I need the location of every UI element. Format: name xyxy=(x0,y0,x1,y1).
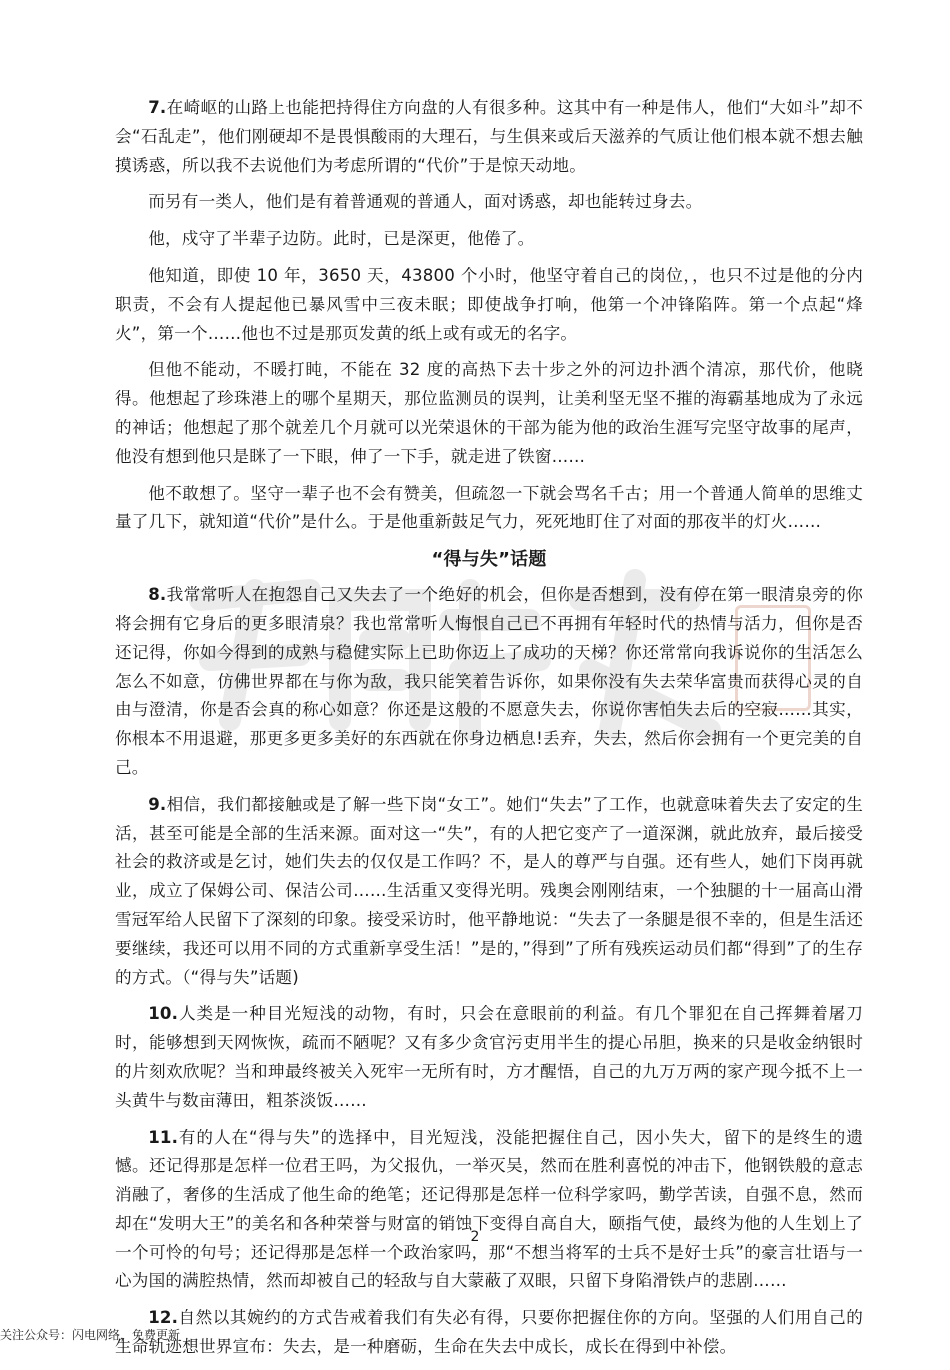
paragraph-text: 在崎岖的山路上也能把持得住方向盘的人有很多种。这其中有一种是伟人，他们“大如斗”却不会“石乱走”，他们刚硬却不是畏惧酸雨的大理石，与生俱来或后天滋养的气质让他们根本就不想去触摸诱惑，所以我不去说他们为考虑所谓的“代价”于是惊天动地。 xyxy=(115,98,863,175)
paragraph-number: 8. xyxy=(148,585,167,605)
paragraph xyxy=(115,225,863,254)
paragraph xyxy=(115,188,863,217)
paragraph-number: 11. xyxy=(148,1127,179,1147)
paragraph xyxy=(115,94,863,180)
paragraph-text: 自然以其婉约的方式告戒着我们有失必有得，只要你把握住你的方向。坚强的人们用自己的生命轨迹想世界宣布：失去，是一种磨砺，生命在失去中成长，成长在得到中补偿。 xyxy=(115,1308,863,1357)
paragraph-text: 我常常听人在抱怨自己又失去了一个绝好的机会，但你是否想到，没有停在第一眼清泉旁的你将会拥有它身后的更多眼清泉？我也常常听人悔恨自己已不再拥有年轻时代的热情与活力，但你是否还记得，你如今得到的成熟与稳健实际上已助你迈上了成功的天梯？你还常常向我诉说你的生活怎么怎么不如意，仿佛世界都在与你为敌，我只能笑着告诉你，如果你没有失去荣华富贵而获得心灵的自由与澄清，你是否会真的称心如意？你还是这般的不愿意失去，你说你害怕失去后的空寂……其实，你根本不用退避，那更多更多美好的东西就在你身边栖息!丢弃，失去，然后你会拥有一个更完美的自己。 xyxy=(115,585,863,777)
paragraph-text: 但他不能动，不暖打盹，不能在 32 度的高热下去十步之外的河边扑洒个清凉，那代价，他晓得。他想起了珍珠港上的哪个星期天，那位监测员的误判，让美利坚无坚不摧的海霸基地成为了永远的神话；他想起了那个就差几个月就可以光荣退休的干部为能为他的政治生涯写完坚守故事的尾声，他没有想到他只是眯了一下眼，伸了一下手，就走进了铁窗…… xyxy=(115,360,863,466)
paragraph-text: 他不敢想了。坚守一辈子也不会有赞美，但疏忽一下就会骂名千古；用一个普通人简单的思维丈量了几下，就知道“代价”是什么。于是他重新鼓足气力，死死地盯住了对面的那夜半的灯火…… xyxy=(115,483,863,532)
paragraph xyxy=(115,791,863,993)
paragraph xyxy=(115,1124,863,1297)
paragraph xyxy=(115,356,863,471)
page-number: 2 xyxy=(470,1229,480,1245)
paragraph-number: 9. xyxy=(148,794,167,814)
paragraph-text: 人类是一种目光短浅的动物，有时，只会在意眼前的利益。有几个罪犯在自己挥舞着屠刀时，能够想到天网恢恢，疏而不陋呢？又有多少贪官污吏用半生的提心吊胆，换来的只是收金纳银时的片刻欢欣呢？当和珅最终被关入死牢一无所有时，方才醒悟，自己的九万万两的家产现今抵不上一头黄牛与数亩薄田，粗茶淡饭…… xyxy=(115,1004,863,1110)
paragraph-number: 7. xyxy=(148,98,167,117)
paragraph xyxy=(115,1304,863,1362)
section-title: “得与失”话题 xyxy=(431,549,547,571)
footer-note: 关注公众号：闪电网络，免费更新 xyxy=(0,1328,181,1342)
paragraph-group-before xyxy=(115,94,863,537)
paragraph xyxy=(115,581,863,783)
paragraph-text: 他，戍守了半辈子边防。此时，已是深更，他倦了。 xyxy=(148,229,535,249)
paragraph-text: 他知道，即使 10 年，3650 天，43800 个小时，他坚守着自己的岗位，，也只不过是他的分内职责，不会有人提起他已暴风雪中三夜未眠；即使战争打响，他第一个冲锋陷阵。第一个点起“烽火”，第一个……他也不过是那页发黄的纸上或有或无的名字。 xyxy=(115,265,863,343)
document-body xyxy=(115,94,863,1370)
paragraph-text: 相信，我们都接触或是了解一些下岗“女工”。她们“失去”了工作，也就意味着失去了安定的生活，甚至可能是全部的生活来源。面对这一“失”，有的人把它变产了一道深渊，就此放弃，最后接受社会的救济或是乞讨，她们失去的仅仅是工作吗？不，是人的尊严与自强。还有些人，她们下岗再就业，成立了保姆公司、保洁公司……生活重又变得光明。残奥会刚刚结束，一个独腿的十一届高山滑雪冠军给人民留下了深刻的印象。接受采访时，他平静地说：“失去了一条腿是很不幸的，但是生活还要继续，我还可以用不同的方式重新享受生活！”是的，”得到”了所有残疾运动员们都“得到”了的生存的方式。（“得与失”话题) xyxy=(115,794,863,987)
paragraph xyxy=(115,262,863,348)
paragraph-text: 有的人在“得与失”的选择中，目光短浅，没能把握住自己，因小失大，留下的是终生的遗憾。还记得那是怎样一位君王吗，为父报仇，一举灭吴，然而在胜利喜悦的冲击下，他钢铁般的意志消融了，奢侈的生活成了他生命的绝笔；还记得那是怎样一位科学家吗，勤学苦读，自强不息，然而却在“发明大王”的美名和各种荣誉与财富的销蚀下变得自高自大，颐指气使，最终为他的人生划上了一个可怜的句号；还记得那是怎样一个政治家吗，那“不想当将军的士兵不是好士兵”的豪言壮语与一心为国的满腔热情，然而却被自己的轻敌与自大蒙蔽了双眼，只留下身陷滑铁卢的悲剧…… xyxy=(115,1127,863,1291)
paragraph xyxy=(115,480,863,538)
paragraph xyxy=(115,1000,863,1115)
paragraph-text: 而另有一类人，他们是有着普通观的普通人，面对诱惑，却也能转过身去。 xyxy=(148,192,703,212)
paragraph-number: 12. xyxy=(148,1308,179,1328)
paragraph-number: 10. xyxy=(148,1004,179,1024)
